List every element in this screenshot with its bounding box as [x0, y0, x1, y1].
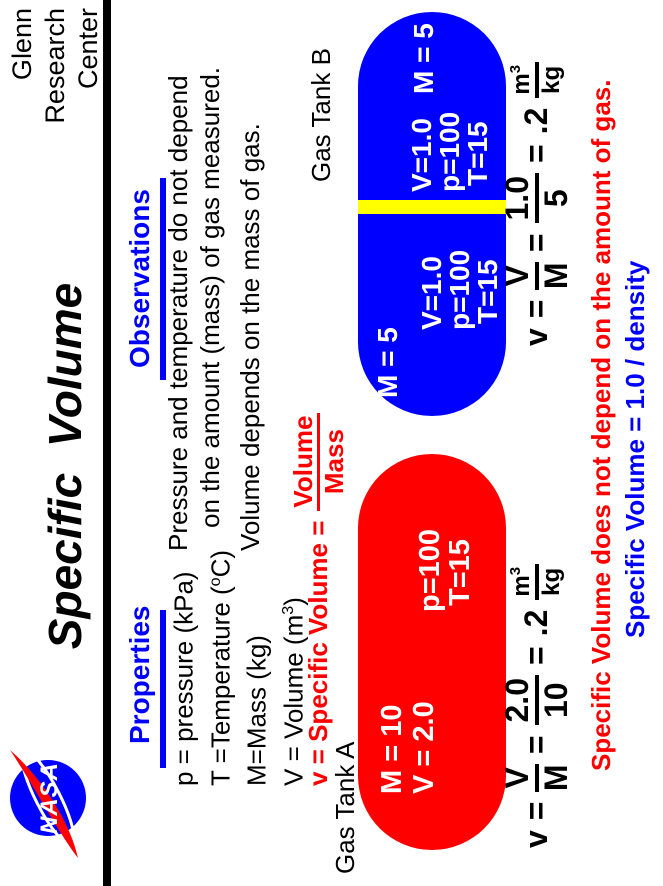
tank-a-equation — [500, 564, 573, 848]
tank-a-mass: M = 10 — [376, 704, 408, 794]
density-blue-note: Specific Volume = 1.0 / density — [620, 260, 650, 638]
gas-tank-a — [358, 454, 506, 850]
property-volume: V = Volume $(m^3)$ — [278, 597, 309, 786]
properties-list — [163, 550, 310, 786]
agency-line: Research — [40, 8, 70, 124]
v-over-m-fraction: V M — [499, 764, 574, 792]
unit-fraction: $m^3$ kg — [508, 62, 565, 98]
equation-result: .2 — [518, 609, 555, 637]
unit-fraction: $m^3$ kg — [508, 564, 565, 600]
tank-a-temperature: T=15 — [444, 539, 476, 606]
tank-b-yellow-divider — [358, 200, 506, 214]
specific-volume-lead: v = Specific Volume = — [303, 520, 334, 786]
tank-a-pressure: p=100 — [414, 528, 446, 612]
properties-heading: Properties — [124, 605, 155, 744]
tank-b-left-pressure: p=100 — [444, 249, 475, 330]
equals-sign: = — [518, 801, 555, 821]
tank-b-equation — [500, 62, 573, 346]
tank-b-left-mass: M = 5 — [372, 327, 403, 398]
tank-b-left-volume: V=1.0 — [416, 256, 447, 330]
property-mass: M=Mass (kg) — [241, 635, 272, 786]
tank-a-volume: V = 2.0 — [408, 701, 440, 794]
gas-tank-a-label: Gas Tank A — [330, 741, 360, 874]
equals-sign: = — [518, 299, 555, 319]
observation-line: Volume depends on the mass of gas. — [235, 123, 265, 551]
nasa-logo-wordmark: NASA — [36, 761, 63, 835]
equals-sign: = — [518, 233, 555, 253]
gas-tank-b-label: Gas Tank B — [306, 48, 336, 182]
slide-title: Specific Volume — [39, 282, 91, 650]
observation-line: on the amount (mass) of gas measured. — [195, 66, 225, 528]
specific-volume-definition — [289, 413, 348, 786]
tank-b-right-volume: V=1.0 — [406, 118, 437, 192]
fraction-denominator: Mass — [319, 429, 350, 495]
volume-mass-fraction — [289, 413, 348, 511]
property-temperature: T =Temperature ($^o$C) — [205, 549, 236, 786]
gas-tank-b — [358, 12, 506, 416]
tank-b-left-temperature: T=15 — [472, 259, 503, 324]
equals-sign: = — [518, 144, 555, 163]
observation-line: Pressure and temperature do not depend — [163, 75, 193, 551]
conclusion-red-note: Specific Volume does not depend on the amount of gas. — [586, 79, 616, 771]
agency-line: Center — [73, 8, 103, 90]
values-fraction: 2.0 10 — [500, 675, 573, 725]
v-over-m-fraction: V M — [499, 262, 574, 290]
tank-b-right-temperature: T=15 — [462, 121, 493, 186]
equals-sign: = — [518, 735, 555, 755]
equals-sign: = — [518, 646, 555, 665]
equation-result: .2 — [518, 107, 555, 135]
equation-lhs: v — [518, 328, 555, 346]
values-fraction: 1.0 5 — [500, 173, 573, 223]
header-divider-rule — [103, 0, 111, 886]
agency-line: Glenn — [7, 8, 37, 81]
tank-b-right-pressure: p=100 — [434, 111, 465, 192]
fraction-numerator: Volume — [289, 413, 320, 511]
equation-lhs: v — [518, 830, 555, 848]
property-pressure: p = pressure (kPa) — [168, 571, 199, 786]
observations-heading: Observations — [124, 189, 155, 368]
tank-b-right-mass: M = 5 — [408, 23, 439, 94]
